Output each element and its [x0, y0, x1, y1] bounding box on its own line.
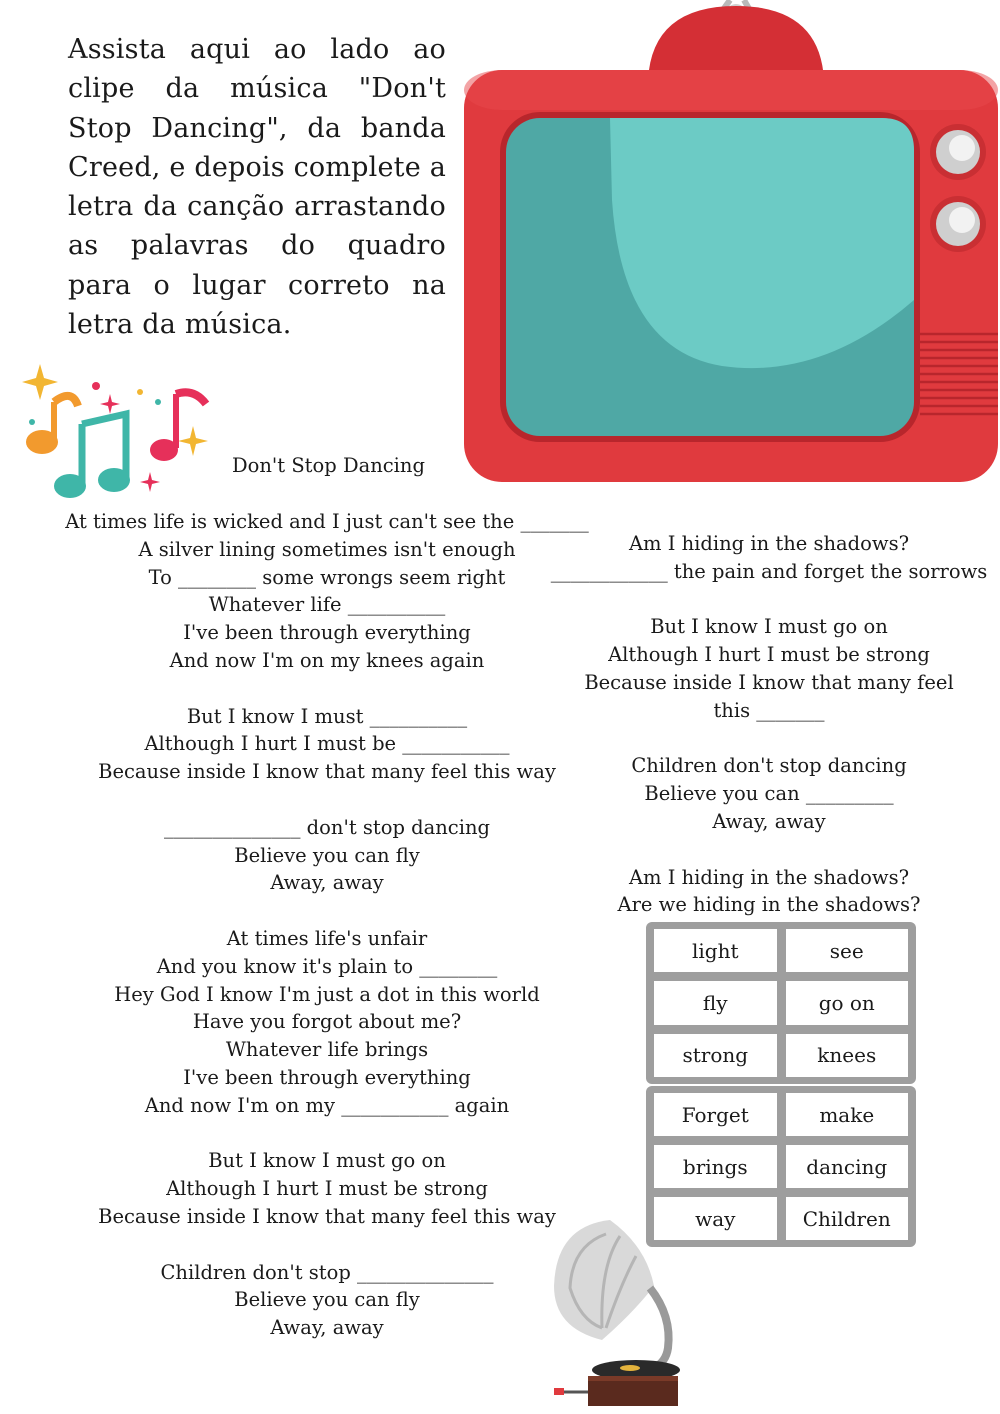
lyric-line: Although I hurt I must be strong — [608, 643, 930, 667]
lyric-line: But I know I must go on — [650, 615, 888, 639]
lyric-line: To ________ some wrongs seem right — [148, 565, 506, 589]
stanza-gap — [60, 1231, 594, 1259]
lyric-line: A silver lining sometimes isn't enough — [138, 537, 516, 561]
lyric-line: ____________ the pain and forget the sorrows — [550, 559, 988, 583]
lyric-line: And now I'm on my knees again — [169, 648, 485, 672]
lyric-line: And you know it's plain to ________ — [156, 954, 498, 978]
lyric-line: Whatever life brings — [225, 1038, 429, 1062]
lyric-line: Children don't stop ______________ — [160, 1260, 494, 1284]
word-bank-2-grid — [654, 1093, 908, 1240]
lyric-line: Believe you can fly — [234, 1288, 420, 1312]
lyric-line: At times life is wicked and I just can't see the _______ — [65, 510, 589, 533]
word-bank-1-grid — [654, 929, 908, 1077]
lyric-line: Believe you can fly — [234, 843, 420, 867]
lyric-line: Because inside I know that many feel this way — [98, 1204, 556, 1228]
lyric-line: Hey God I know I'm just a dot in this world — [114, 982, 540, 1006]
word-tile[interactable]: way — [654, 1197, 777, 1240]
stanza-gap — [60, 897, 594, 925]
lyric-line: But I know I must __________ — [186, 704, 468, 728]
lyric-line: Children don't stop dancing — [631, 754, 907, 778]
lyric-line: Am I hiding in the shadows? — [628, 865, 910, 889]
stanza-gap — [60, 786, 594, 814]
word-tile[interactable]: Forget — [654, 1093, 777, 1136]
stanza-gap — [60, 1120, 594, 1148]
lyric-line: And now I'm on my ___________ again — [144, 1093, 510, 1117]
lyric-line: I've been through everything — [183, 1065, 471, 1089]
word-tile[interactable]: fly — [654, 981, 777, 1024]
stanza-gap — [548, 586, 990, 614]
word-bank-1 — [646, 922, 916, 1084]
lyric-line: Away, away — [270, 1316, 384, 1340]
lyrics-left-column — [60, 508, 594, 1342]
lyric-line: this _______ — [713, 698, 825, 722]
word-tile[interactable]: knees — [786, 1034, 909, 1077]
lyric-line: Because inside I know that many feel this way — [98, 760, 556, 784]
word-tile[interactable]: Children — [786, 1197, 909, 1240]
stanza-gap — [548, 725, 990, 753]
word-tile[interactable]: light — [654, 929, 777, 972]
lyric-line: Although I hurt I must be strong — [166, 1177, 488, 1201]
instructions-text: Assista aqui ao lado ao clipe da música "Don't Stop Dancing", da banda Creed, e depois complete a letra da canção arrastando as palavras do quadro para o lugar correto na letra da música. — [68, 34, 446, 341]
lyric-line: ______________ don't stop dancing — [163, 815, 490, 839]
lyric-line: Believe you can _________ — [644, 782, 894, 806]
stanza-gap — [548, 836, 990, 864]
word-tile[interactable]: go on — [786, 981, 909, 1024]
word-tile[interactable]: dancing — [786, 1145, 909, 1188]
lyric-line: Because inside I know that many feel — [584, 670, 954, 694]
lyrics-right-column — [548, 530, 990, 919]
lyric-line: Whatever life __________ — [208, 593, 446, 617]
lyric-line: Are we hiding in the shadows? — [617, 893, 921, 917]
retro-tv-icon — [462, 0, 1000, 486]
lyric-line: Away, away — [270, 871, 384, 895]
lyric-line: At times life's unfair — [226, 926, 428, 950]
song-title: Don't Stop Dancing — [232, 454, 425, 477]
lyric-line: Have you forgot about me? — [192, 1010, 462, 1034]
stanza-gap — [60, 675, 594, 703]
lyric-line: Although I hurt I must be ___________ — [144, 732, 510, 756]
lyric-line: Am I hiding in the shadows? — [628, 532, 910, 555]
word-tile[interactable]: brings — [654, 1145, 777, 1188]
lyric-line: But I know I must go on — [208, 1149, 446, 1173]
lyric-line: I've been through everything — [183, 621, 471, 645]
word-bank-2 — [646, 1086, 916, 1247]
word-tile[interactable]: see — [786, 929, 909, 972]
word-tile[interactable]: make — [786, 1093, 909, 1136]
word-tile[interactable]: strong — [654, 1034, 777, 1077]
lyric-line: Away, away — [712, 809, 826, 833]
music-notes-icon — [18, 362, 210, 504]
